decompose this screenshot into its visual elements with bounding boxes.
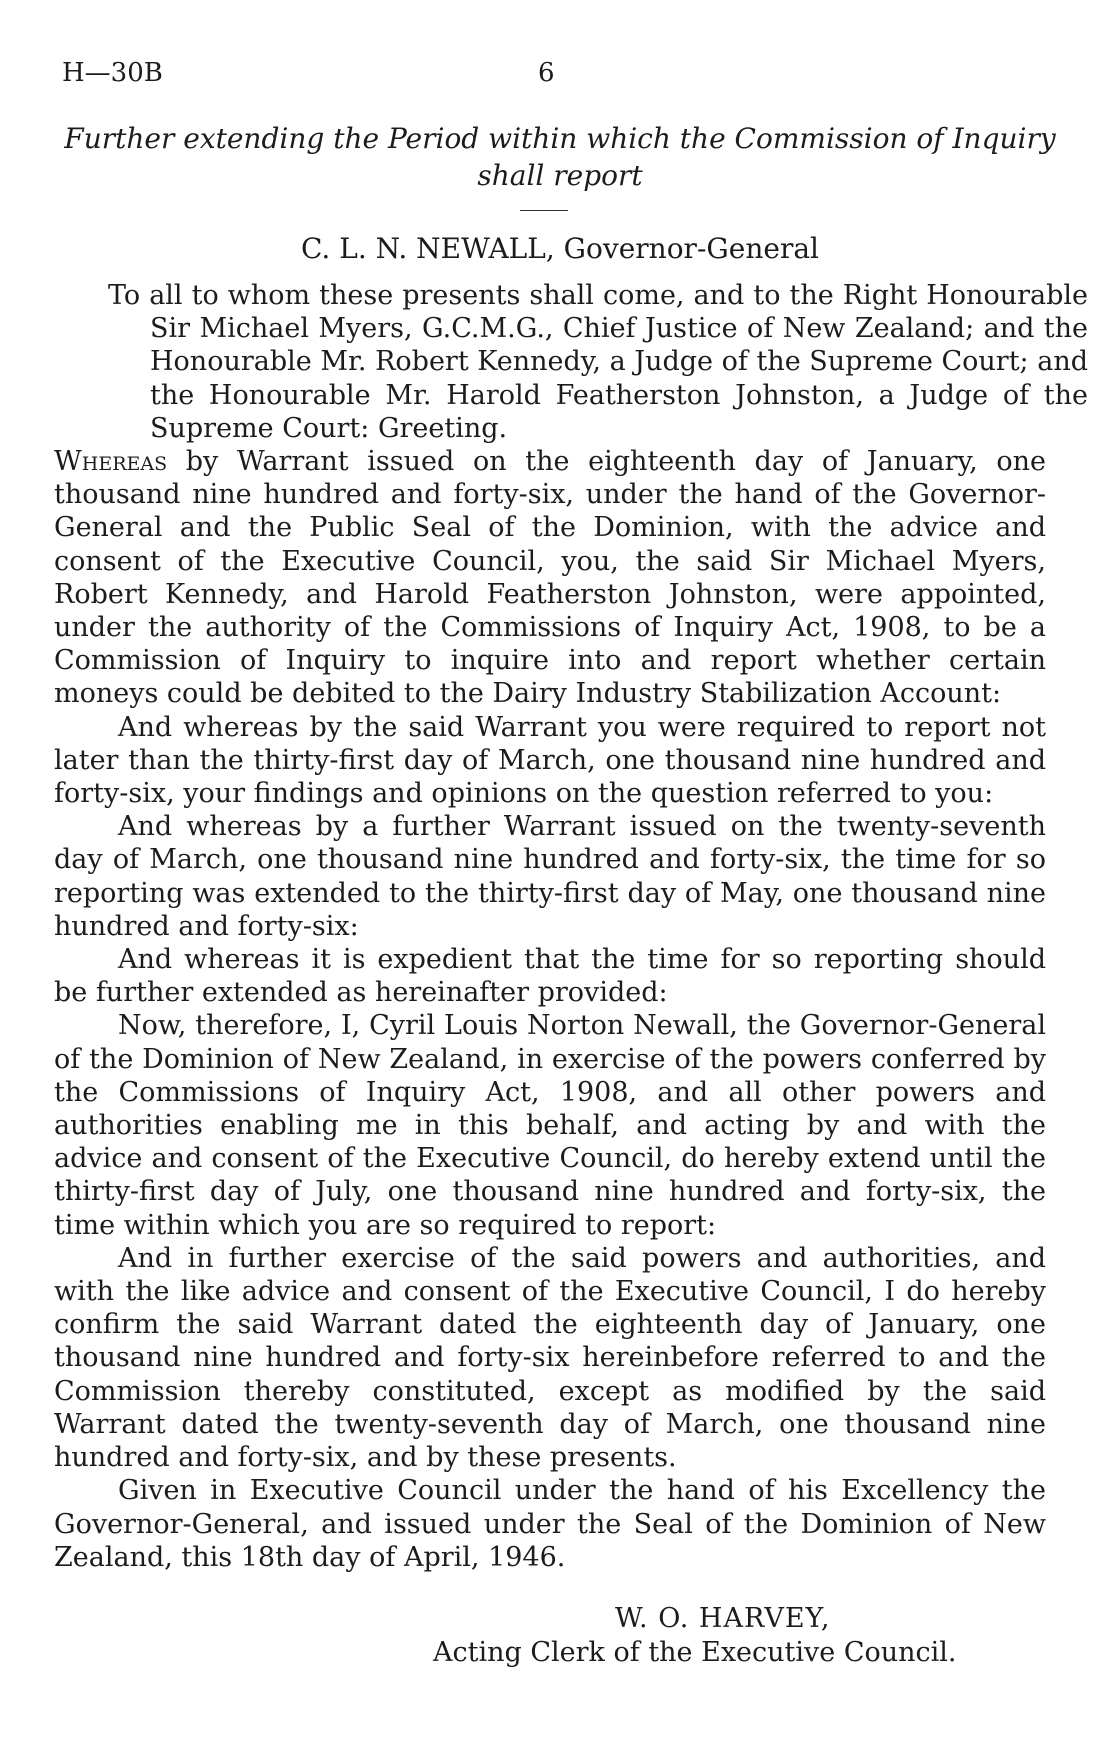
title-line-2: shall report bbox=[477, 159, 643, 192]
body-paragraph: And whereas by the said Warrant you were required to report not later than the thirty-first day of March, one thousand nine hundred and forty-six, your findings and opinions on the question referred to you: bbox=[54, 711, 1046, 810]
address-paragraph: To all to whom these presents shall come, and to the Right Honourable Sir Michael Myers, G.C.M.G., Chief Justice of New Zealand; and the Honourable Mr. Robert Kennedy, a Judge of the Supreme Court; and the Honourable Mr. Harold Featherston Johnston, a Judge of the Supreme Court: Greeting. bbox=[108, 280, 1088, 444]
governor-general-line: C. L. N. NEWALL, Governor-General bbox=[301, 232, 819, 265]
document-reference: H—30B bbox=[62, 58, 163, 88]
title-divider bbox=[520, 210, 568, 211]
signatory-name: W. O. HARVEY, bbox=[615, 1603, 831, 1634]
page-header bbox=[62, 58, 1052, 98]
document-title bbox=[40, 120, 1080, 194]
body-paragraph: Now, therefore, I, Cyril Louis Norton Newall, the Governor-General of the Dominion of New Zealand, in exercise of the powers conferred by the Commissions of Inquiry Act, 1908, and all other powers and authorities enabling me in this behalf, and acting by and with the advice and consent of the Executive Council, do hereby extend until the thirty-first day of July, one thousand nine hundred and forty-six, the time within which you are so required to report: bbox=[54, 1010, 1046, 1241]
body-paragraph: And in further exercise of the said powers and authorities, and with the like advice and consent of the Executive Council, I do hereby confirm the said Warrant dated the eighteenth day of January, one thousand nine hundred and forty-six hereinbefore referred to and the Commission thereby constituted, except as modified by the said Warrant dated the twenty-seventh day of March, one thousand nine hundred and forty-six, and by these presents. bbox=[54, 1242, 1046, 1474]
signatory-title: Acting Clerk of the Executive Council. bbox=[433, 1637, 957, 1668]
body-paragraph: And whereas it is expedient that the time for so reporting should be further extended as hereinafter provided: bbox=[54, 944, 1046, 1009]
page-number: 6 bbox=[538, 58, 555, 88]
body-paragraph: And whereas by a further Warrant issued on the twenty-seventh day of March, one thousand nine hundred and forty-six, the time for so reporting was extended to the thirty-first day of May, one thousand nine hundred and forty-six: bbox=[54, 811, 1046, 942]
whereas-paragraph bbox=[54, 445, 1046, 711]
title-line-1: Further extending the Period within which the Commission of Inquiry bbox=[64, 122, 1056, 155]
given-paragraph: Given in Executive Council under the hand of his Excellency the Governor-General, and issued under the Seal of the Dominion of New Zealand, this 18th day of April, 1946. bbox=[54, 1475, 1046, 1573]
whereas-text: by Warrant issued on the eighteenth day of January, one thousand nine hundred and forty-six, under the hand of the Governor-General and the Public Seal of the Dominion, with the advice and consent of the Executive Council, you, the said Sir Michael Myers, Robert Kennedy, and Harold Featherston Johnston, were appointed, under the authority of the Commissions of Inquiry Act, 1908, to be a Commission of Inquiry to inquire into and report whether certain moneys could be debited to the Dairy Industry Stabilization Account: bbox=[54, 446, 1046, 710]
whereas-word: Whereas bbox=[54, 446, 168, 477]
warrant-body bbox=[54, 445, 1046, 1574]
